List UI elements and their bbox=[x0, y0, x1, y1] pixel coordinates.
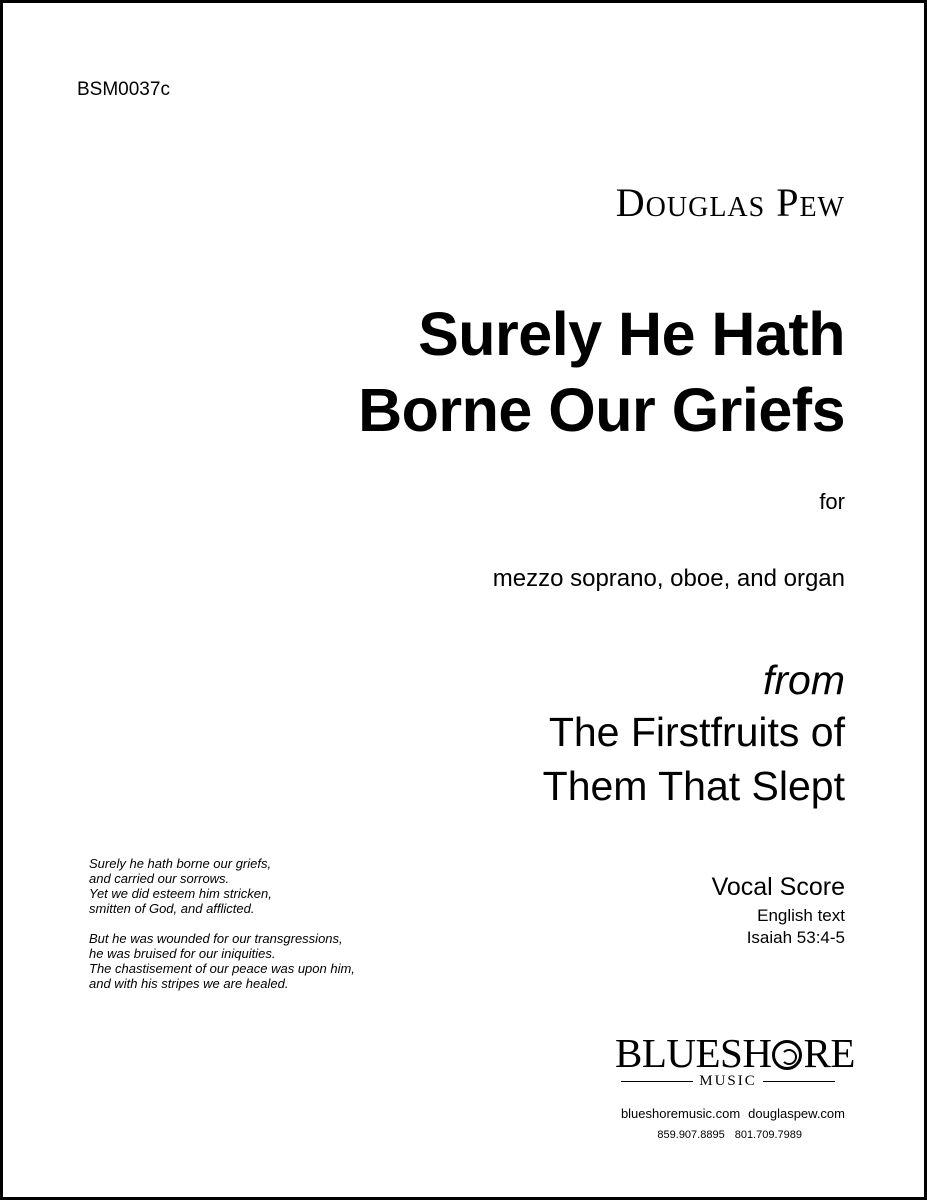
catalog-number: BSM0037c bbox=[77, 79, 170, 100]
lyric-line: and carried our sorrows. bbox=[89, 871, 230, 886]
website-link-2[interactable]: douglaspew.com bbox=[748, 1106, 845, 1121]
score-type: Vocal Score bbox=[711, 873, 845, 901]
scripture-reference: Isaiah 53:4-5 bbox=[746, 928, 845, 947]
logo-text-start: BLUESH bbox=[615, 1030, 772, 1076]
stanza-2 bbox=[89, 931, 355, 991]
piece-title bbox=[358, 296, 845, 448]
language-note: English text bbox=[757, 906, 845, 925]
title-line-2: Borne Our Griefs bbox=[358, 376, 845, 444]
logo-subtitle: MUSIC bbox=[699, 1073, 757, 1089]
lyric-line: Yet we did esteem him stricken, bbox=[89, 886, 272, 901]
lyric-line: The chastisement of our peace was upon him, bbox=[89, 961, 355, 976]
from-label: from bbox=[763, 657, 845, 703]
work-line-2: Them That Slept bbox=[542, 763, 845, 809]
for-label: for bbox=[819, 489, 845, 514]
phone-2: 801.709.7989 bbox=[734, 1129, 802, 1141]
lyric-line: and with his stripes we are healed. bbox=[89, 976, 289, 991]
instrumentation: mezzo soprano, oboe, and organ bbox=[492, 565, 845, 592]
lyrics-text bbox=[89, 856, 355, 1006]
websites bbox=[613, 1106, 845, 1121]
parent-work-title bbox=[543, 705, 845, 813]
publisher-logo bbox=[615, 1030, 855, 1090]
title-line-1: Surely He Hath bbox=[418, 300, 845, 368]
logo-rule-right bbox=[763, 1081, 835, 1082]
spiral-icon bbox=[772, 1040, 802, 1070]
stanza-1 bbox=[89, 856, 355, 916]
logo-rule-left bbox=[621, 1081, 693, 1082]
lyric-line: smitten of God, and afflicted. bbox=[89, 901, 255, 916]
lyric-line: Surely he hath borne our griefs, bbox=[89, 856, 272, 871]
website-link-1[interactable]: blueshoremusic.com bbox=[620, 1106, 741, 1121]
work-line-1: The Firstfruits of bbox=[548, 709, 845, 755]
lyric-line: he was bruised for our iniquities. bbox=[89, 946, 276, 961]
phone-numbers bbox=[647, 1129, 802, 1141]
phone-1: 859.907.8895 bbox=[657, 1129, 725, 1141]
logo-text-end: RE bbox=[803, 1030, 855, 1076]
lyric-line: But he was wounded for our transgressions, bbox=[89, 931, 343, 946]
publisher-logo-wordmark bbox=[615, 1030, 855, 1076]
composer-name: Douglas Pew bbox=[615, 180, 845, 225]
